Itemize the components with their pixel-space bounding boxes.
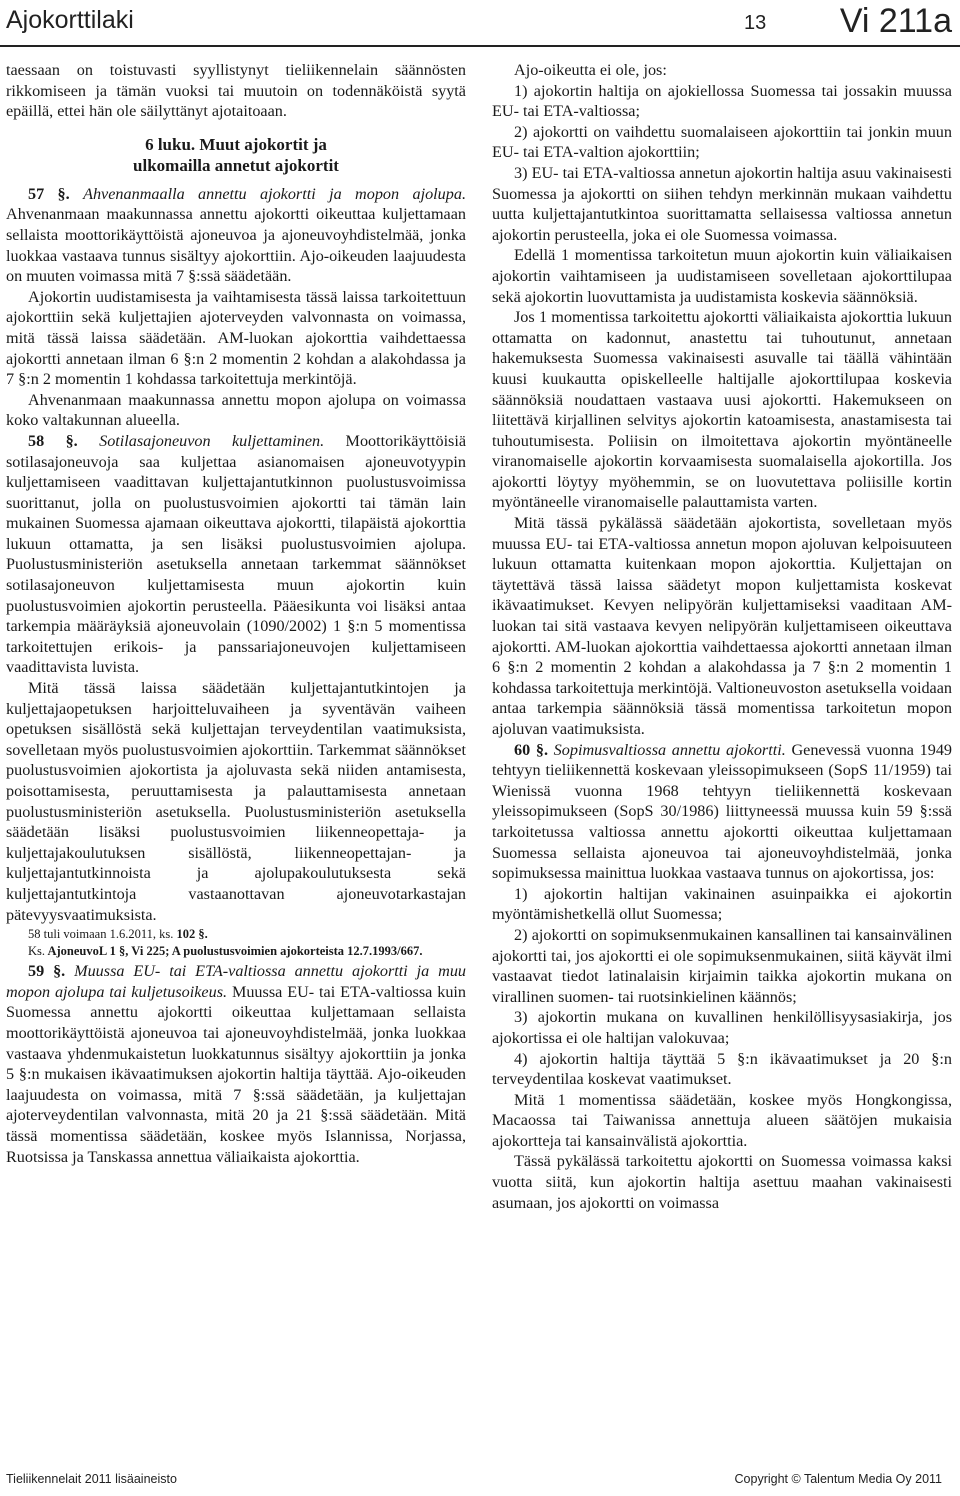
- section-60-text: Genevessä vuonna 1949 tehtyyn tieliikennettä koskevaan yleissopimukseen (SopS 11/1959) tai Wienissä vuonna 1968 tehtyyn tieliikennettä koskevaan yleissopimukseen (SopS 30/1986) liittyneessä muussa kuin 59 §:ssä tarkoitetussa valtiossa annettu ajokortti oikeuttaa kuljettamaan Suomessa sellaista ajoneuvoa tai ajoneuvoyhdistelmää, jonka sopimuksessa mainittua luokkaa vastaava tunnus on ajokortissa, jos:: [492, 740, 953, 883]
- paragraph-jos: Jos 1 momentissa tarkoitettu ajokortti väliaikaista ajokorttia lukuun ottamatta on kadonnut, anastettu tai tuhoutunut, annetaan hakemuksesta Suomessa vakinaisesti asuvalle tai täällä vähintään kuusi kuukautta opiskelleelle haltijalle ajokorttilupaa koskevia säännöksiä noudattaen vastaava uusi ajokortti. Hakemukseen on liitettävä kirjallinen selvitys ajokortin katoamisesta, anastamisesta tai tuhoutumisesta. Poliisin on ilmoitettava ajokortin myöntäneelle viranomaiselle ajokortin korvaamisesta suomalaisella ajokortilla. Jos ajokortti löytyy myöhemmin, se on luovutettava poliisille kortin myöntäneelle viranomaiselle palauttamista varten.: [492, 308, 952, 512]
- footnote-2: [6, 944, 466, 959]
- footnote-1: [6, 927, 466, 942]
- chapter-heading-line2: ulkomailla annetut ajokortit: [133, 155, 339, 175]
- list-item-3: 3) EU- tai ETA-valtiossa annetun ajokortin haltija asuu vakinaisesti Suomessa ja ajokortti on siihen tehdyn merkinnän mukaan vaihdettu uutta kuljettajantutkintoa suorittamatta sellaisessa valtiossa annetun ajokortin perusteella, joka ei ole Suomessa voimassa.: [492, 163, 952, 244]
- section-57: [6, 184, 466, 287]
- page-number: 13: [744, 12, 767, 34]
- chapter-heading-line1: 6 luku. Muut ajokortit ja: [145, 134, 327, 154]
- section-58-text: Moottorikäyttöisiä sotilasajoneuvoja saa kuljettaa asianomaisen ajoneuvotyypin kuljettamiseen vaadittavan kuljettajantutkinnon puolustusvoimissa suorittanut, jolla on puolustusvoimien ajokortti tai tämän lain mukainen Suomessa ajamaan oikeuttava ajokortti, tilapäistä ajokorttia lukuun ottamatta, ja sen lisäksi puolustusvoimien ajolupa. Puolustusministeriön asetuksella annetaan tarkemmat säännökset sotilasajoneuvon kuljettamisesta muun ajokortin kuin puolustusvoimien ajokortin perusteella. Pääesikunta voi lisäksi antaa tarkempia määräyksiä ajoneuvolain (1090/2002) 1 §:n 5 momentissa tarkoitettujen erikois- ja panssariajoneuvojen kuljettamiseen vaadittavista luvista.: [6, 431, 467, 677]
- paragraph-edella: Edellä 1 momentissa tarkoitetun muun ajokortin kuin väliaikaisen ajokortin vaihtamiseen ja uudistamiseen sovelletaan ajokorttilupaa sekä ajokortin luovuttamista ja uudistamista koskevia säännöksiä.: [492, 246, 952, 306]
- paragraph-hongkong: Mitä 1 momentissa säädetään, koskee myös Hongkongissa, Macaossa tai Taiwanissa annettuja alueen säätöjen mukaisia ajokortteja tai kansainvälistä ajokorttia.: [492, 1090, 952, 1150]
- header-rule: [0, 45, 960, 47]
- section-60-item-1: 1) ajokortin haltijan vakinainen asuinpaikka ei ajokortin myöntämishetkellä ollut Suomessa;: [492, 884, 952, 924]
- section-60-title: Sopimusvaltiossa annettu ajokortti.: [553, 740, 786, 759]
- section-60-item-4: 4) ajokortin haltija täyttää 5 §:n ikävaatimukset ja 20 §:n terveydentilaa koskevat vaatimukset.: [492, 1049, 952, 1089]
- section-57-text: Ahvenanmaan maakunnassa annettu ajokortti oikeuttaa kuljettamaan sellaista moottorikäyttöistä ajoneuvoa ja ajoneuvoyhdistelmää, jonka luokkaa vastaava tunnus sisältyy ajokorttiin. Ajo-oikeuden laajuudesta on muuten voimassa mitä 7 §:ssä säädetään.: [6, 205, 466, 286]
- section-59: [6, 961, 466, 1167]
- document-code: Vi 211a: [839, 2, 952, 40]
- section-58: [6, 431, 466, 678]
- chapter-heading: [6, 134, 466, 176]
- list-item-2: 2) ajokortti on vaihdettu suomalaiseen ajokorttiin tai jonkin muun EU- tai ETA-valtion ajokorttiin;: [492, 122, 952, 162]
- paragraph-uudistaminen: Ajokortin uudistamisesta ja vaihtamisesta tässä laissa tarkoitettuun ajokorttiin sekä kuljettajien ajoterveyden valvonnasta on voimassa, mitä tässä laissa säädetään. AM-luokan ajokorttia vaihdettaessa ajokortti annetaan ilman 6 §:n 2 momentin 2 kohdan a alakohdassa ja 7 §:n 2 momentin 1 kohdassa tarkoitettuja merkintöjä.: [6, 287, 466, 389]
- document-title: Ajokorttilaki: [6, 6, 134, 34]
- footer-copyright: Copyright © Talentum Media Oy 2011: [734, 1472, 942, 1486]
- section-57-title: Ahvenanmaalla annettu ajokortti ja mopon ajolupa.: [83, 184, 467, 203]
- left-column: [6, 60, 466, 1167]
- paragraph-mopo: Ahvenanmaan maakunnassa annettu mopon ajolupa on voimassa koko valtakunnan alueella.: [6, 390, 466, 430]
- footnote-2-prefix: Ks.: [28, 944, 46, 959]
- footer-publication: Tieliikennelait 2011 lisäaineisto: [6, 1472, 177, 1486]
- section-60-item-2: 2) ajokortti on sopimuksenmukainen kansallinen tai kansainvälinen ajokortti tai, jos ajokortti ei ole sopimuksenmukainen, siitä käyvät ilmi vastaavat tiedot latinalaisin kirjaimin taikka ajokortin mukana on virallinen suomen- tai ruotsinkielinen käännös;: [492, 925, 952, 1006]
- paragraph-continuation: taessaan on toistuvasti syyllistynyt tieliikennelain säännösten rikkomiseen ja tämän vuoksi tai muutoin on todennäköistä syytä epäillä, ettei hän ole säilyttänyt ajotaitoaan.: [6, 61, 466, 121]
- section-60: [492, 740, 952, 884]
- paragraph-mita: Mitä tässä pykälässä säädetään ajokortista, sovelletaan myös muussa EU- tai ETA-valtiossa annetun mopon ajoluvan kelpoisuuteen lukuun ottamatta kuitenkaan mopon ajokorttia. Kuljettajan on täytettävä tässä laissa säädetyt mopon kuljettamista koskevat ikävaatimukset. Kevyen nelipyörän kuljettamiseksi vaaditaan AM-luokan tai sitä vastaava kevyen nelipyörän kuljettamiseen oikeuttava ajokortti. AM-luokan ajokorttia vaihdettaessa ajokortti annetaan ilman 6 §:n 2 momentin 2 kohdan a alakohdassa ja 7 §:n 2 momentin 1 kohdassa tarkoitettuja merkintöjä. Valtioneuvoston asetuksella voidaan antaa tarkempia säännöksiä tässä momentissa tarkoitetun mopon ajoluvan vaatimuksista.: [492, 514, 952, 738]
- page-footer: [0, 1470, 960, 1492]
- footnote-2-ref: AjoneuvoL 1 §, Vi 225; A puolustusvoimien ajokorteista 12.7.1993/667.: [47, 944, 423, 959]
- footnote-1-text: 58 tuli voimaan 1.6.2011, ks.: [28, 927, 174, 942]
- section-60-number: 60 §.: [514, 740, 548, 759]
- footnote-1-ref: 102 §.: [176, 927, 208, 942]
- list-item-1: 1) ajokortin haltija on ajokiellossa Suomessa tai jossakin muussa EU- tai ETA-valtiossa;: [492, 81, 952, 121]
- paragraph-tutkinnot: Mitä tässä laissa säädetään kuljettajantutkintojen ja kuljettajaopetuksen harjoitteluvaiheen ja syventävän vaiheen opetuksen sisällöstä sekä kuljettajan terveydentilan vaatimuksista, sovelletaan myös puolustusvoimien ajokorttiin. Tarkemmat säännökset puolustusvoimien ajokortista ja ajoluvasta sekä niiden antamisesta, poisottamisesta, peruuttamisesta ja palauttamisesta annetaan puolustusministeriön asetuksella. Puolustusministeriön asetuksella säädetään lisäksi puolustusvoimien liikenneopettaja- ja kuljettajakoulutuksen sisällöstä, liikenneopettajan- ja kuljettajantutkinnoista ja ajolupakoulutuksesta sekä kuljettajantutkintoja vastaanottavan ajoneuvotarkastajan pätevyysvaatimuksista.: [6, 679, 466, 924]
- section-58-title: Sotilasajoneuvon kuljettaminen.: [99, 431, 325, 450]
- paragraph-intro: Ajo-oikeutta ei ole, jos:: [514, 61, 667, 79]
- section-59-text: Muussa EU- tai ETA-valtiossa kuin Suomessa annettu ajokortti oikeuttaa kuljettamaan sellaista moottorikäyttöistä ajoneuvoa tai ajoneuvoyhdistelmää, jonka luokkaa vastaava yhdenmukaistetun luokkatunnus sisältyy ajokorttiin ja jonka 5 §:n mukaisen ikävaatimuksen ajokortin haltija täyttää. Ajo-oikeuden laajuudesta on voimassa, mitä 7 §:ssä säädetään, ja kuljettajan ajoterveydentilan valvonnasta, mitä 20 ja 21 §:ssä säädetään. Mitä tässä momentissa säädetään, koskee myös Islannissa, Norjassa, Ruotsissa ja Tanskassa annettua väliaikaista ajokorttia.: [6, 982, 466, 1166]
- page-header: [0, 0, 960, 46]
- section-57-number: 57 §.: [28, 184, 70, 203]
- section-59-number: 59 §.: [28, 962, 66, 981]
- paragraph-tassa: Tässä pykälässä tarkoitettu ajokortti on Suomessa voimassa kaksi vuotta siitä, kun ajokortin haltija asettuu maahan vakinaisesti asumaan, jos ajokortti on voimassa: [492, 1152, 952, 1212]
- right-column: [492, 60, 952, 1213]
- section-58-number: 58 §.: [28, 431, 78, 450]
- section-60-item-3: 3) ajokortin mukana on kuvallinen henkilöllisyysasiakirja, jos ajokortissa ei ole haltijan valokuvaa;: [492, 1008, 952, 1047]
- section-59-title: Muussa EU- tai ETA-valtiossa annettu ajokortti ja muu mopon ajolupa tai kuljetusoikeus.: [6, 962, 467, 1001]
